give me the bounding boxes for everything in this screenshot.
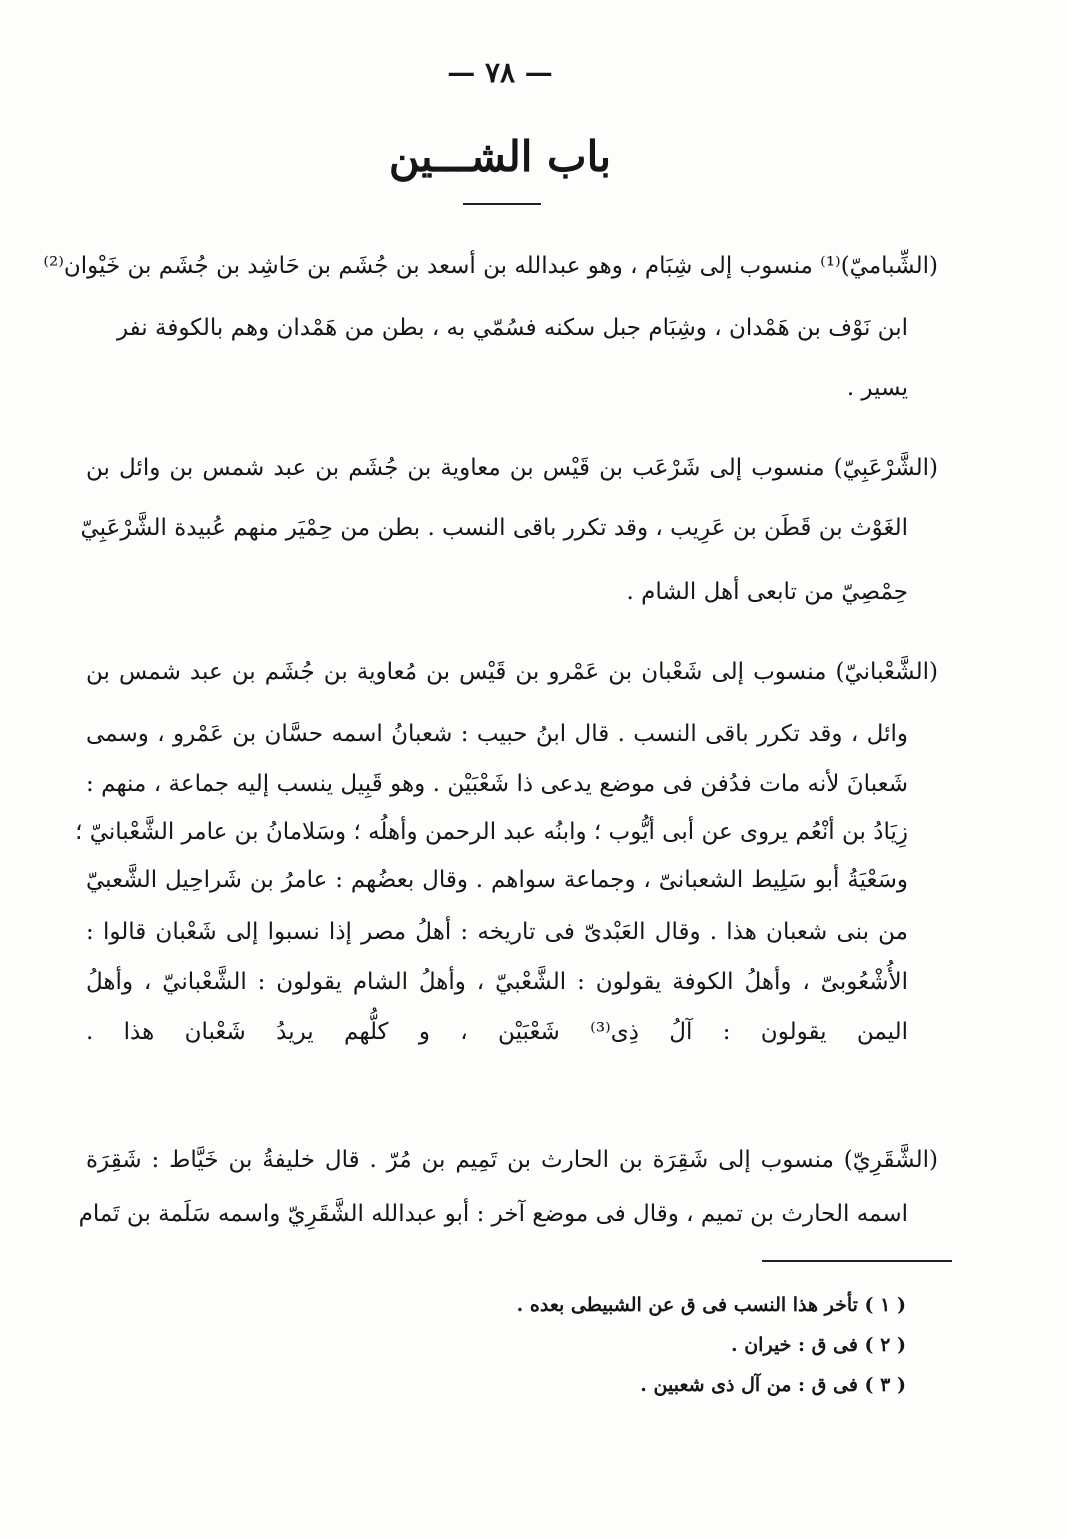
entry-line: حِمْصِيّ من تابعى أهل الشام . [626,579,908,605]
entry-shaqari [78,1138,938,1248]
footnote-separator [762,1260,952,1262]
entry-line: الغَوْث بن قَطَن بن عَرِيب ، وقد تكرر باقى النسب . بطن من حِمْيَر منهم عُبيدة الشَّرْعَبِيّ [80,515,908,541]
entry-line: شَعبانَ لأنه مات فدُفن فى موضع يدعى ذا شَعْبَيْن . وهو قَبِيل ينسب إليه جماعة ، منهم : [86,771,908,797]
entry-line: من بنى شعبان هذا . وقال العَبْدىّ فى تاريخه : أهلُ مصر إذا نسبوا إلى شَعْبان قالوا : [86,919,908,945]
entry-line: زِيَادُ بن أنْعُم يروى عن أبى أيُّوب ؛ وابنُه عبد الرحمن وأهلُه ؛ وسَلامانُ بن عامر الشَّعْبانيّ ؛ [75,819,908,845]
entry-line: (الشِّباميّ)⁽¹⁾ منسوب إلى شِبَام ، وهو عبدالله بن أسعد بن جُشَم بن حَاشِد بن جُشَم بن خَيْوان⁽²⁾ [43,253,938,279]
chapter-title: باب الشـــين [388,132,612,181]
entry-shabani [75,650,938,1110]
footnote: ( ٣ ) فى ق : من آل ذى شعبين . [640,1374,906,1396]
entry-sharabi [80,446,938,616]
entry-shibami [43,244,938,401]
title-underline [463,203,541,205]
entry-line: اليمن يقولون : آلُ ذِى⁽³⁾ شَعْبَيْن ، و كلُّهم يريدُ شَعْبان هذا . [86,1019,908,1045]
entry-line: وائل ، وقد تكرر باقى النسب . قال ابنُ حبيب : شعبانُ اسمه حسَّان بن عَمْرو ، وسمى [86,721,908,747]
footnote: ( ١ ) تأخر هذا النسب فى ق عن الشبيطى بعده . [516,1294,906,1316]
entry-line: يسير . [846,375,908,401]
entry-line: (الشَّقَرِيّ) منسوب إلى شَقِرَة بن الحارث بن تَمِيم بن مُرّ . قال خليفةُ بن خَيَّاط : شَقِرَة [86,1147,938,1173]
entry-line: وسَعْيَةُ أبو سَلِيط الشعبانىّ ، وجماعة سواهم . وقال بعضُهم : عامرُ بن شَراحِيل الشَّعبيّ [86,867,908,893]
entry-line [56,1062,908,1106]
entry-line: ابن نَوْف بن هَمْدان ، وشِبَام جبل سكنه فسُمّي به ، بطن من هَمْدان وهم بالكوفة نفر [116,315,908,341]
page-number: — ٧٨ — [447,56,553,89]
entry-line: الأُشْعُوبىّ ، وأهلُ الكوفة يقولون : الشَّعْبيّ ، وأهلُ الشام يقولون : الشَّعْبانيّ ، وأهلُ [86,969,908,995]
entry-line: (الشَّعْبانيّ) منسوب إلى شَعْبان بن عَمْرو بن قَيْس بن مُعاوية بن جُشَم بن عبد شمس بن [86,659,938,685]
footnote: ( ٢ ) فى ق : خيران . [731,1334,906,1356]
entry-line: (الشَّرْعَبِيّ) منسوب إلى شَرْعَب بن قَيْس بن معاوية بن جُشَم بن عبد شمس بن وائل بن [86,455,938,481]
entry-line: اسمه الحارث بن تميم ، وقال فى موضع آخر : أبو عبدالله الشَّقَرِيّ واسمه سَلَمة بن تَمام [78,1201,908,1227]
